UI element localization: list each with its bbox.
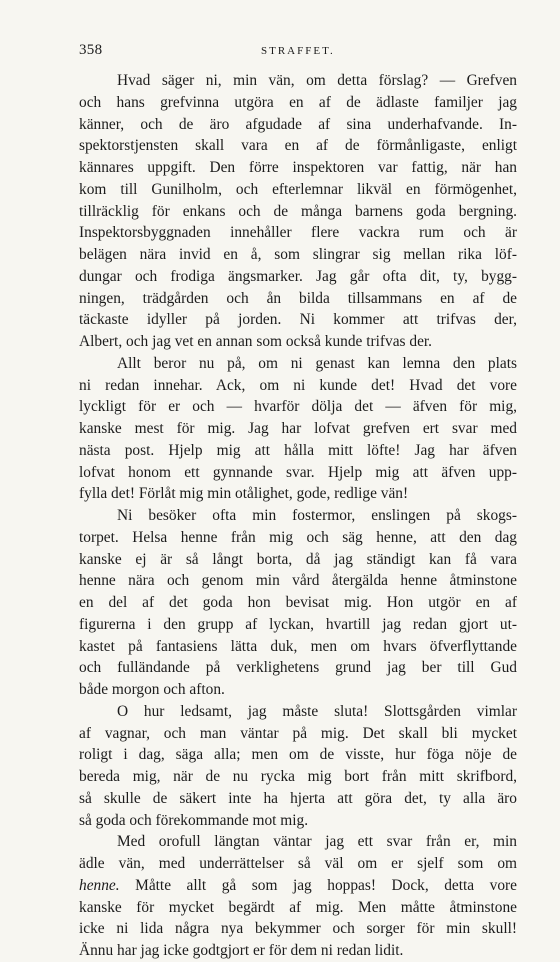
text-line: en del af det goda hon bevisat mig. Hon utgör en af <box>79 594 517 611</box>
text-line: kännares uppgift. Den förre inspektoren var fattig, när han <box>79 159 517 176</box>
text-line: kom till Gunilholm, och efterlemnar likväl en förmögenhet, <box>79 180 517 198</box>
text-line-segment: Måtte allt gå som jag hoppas! Dock, detta vore <box>119 876 517 894</box>
running-head <box>79 42 519 64</box>
text-line: Ni besöker ofta min fostermor, enslingen på skogs- <box>117 507 517 524</box>
text-line: ädle vän, med underrättelser så väl om er sjelf som om <box>79 855 517 872</box>
text-line: fylla det! Förlåt mig min otålighet, gode, redlige vän! <box>79 485 409 503</box>
emphasized-word: henne. <box>79 876 120 894</box>
text-line: Hvad säger ni, min vän, om detta förslag? — Grefven <box>117 72 517 89</box>
text-line: kastet på fantasiens lätta duk, men om hvars öfverflyttande <box>79 637 517 655</box>
text-line: ni redan innehar. Ack, om ni kunde det! Hvad det vore <box>79 376 517 394</box>
text-line: och fulländande på verklighetens grund jag ber till Gud <box>79 659 517 677</box>
text-line: både morgon och afton. <box>79 681 225 698</box>
text-line: bereda mig, när de nu rycka mig bort från mitt skrifbord, <box>79 768 517 785</box>
text-line: dungar och frodiga ängsmarker. Jag går ofta dit, ty, bygg- <box>79 267 517 285</box>
text-line: lofvat honom ett gynnande svar. Hjelp mig att äfven upp- <box>79 463 517 481</box>
text-line: lyckligt för er och — hvarför dölja det — äfven för mig, <box>79 398 517 416</box>
text-line: figurerna i den grupp af lyckan, hvartill jag redan gjort ut- <box>79 615 517 633</box>
text-line: så skulle de säkert inte ha hjerta att göra det, ty alla äro <box>79 789 517 807</box>
text-line: Med orofull längtan väntar jag ett svar från er, min <box>117 833 517 851</box>
text-line: ningen, trädgården och ån bilda tillsammans en af de <box>79 289 517 307</box>
text-line: spektorstjensten skall vara en af de förmånligaste, enligt <box>79 137 517 155</box>
text-line: och hans grefvinna utgöra en af de ädlaste familjer jag <box>79 93 517 111</box>
text-line: Albert, och jag vet en annan som också kunde trifvas der. <box>79 333 433 350</box>
text-line: Ännu har jag icke godtgjort er för dem ni redan lidit. <box>79 942 404 959</box>
text-line: så goda och förekommande mot mig. <box>79 811 309 829</box>
text-line: O hur ledsamt, jag måste sluta! Slottsgården vimlar <box>117 702 517 720</box>
body-text <box>79 70 517 962</box>
text-line: täckaste idyller på jorden. Ni kommer att trifvas der, <box>79 311 517 329</box>
text-line: roligt i dag, säga alla; men om de visste, hur föga nöje de <box>79 746 517 764</box>
text-line: Inspektorsbyggnaden innehåller flere vackra rum och är <box>79 224 517 242</box>
running-title: STRAFFET. <box>261 45 335 57</box>
text-line: kanske för mycket begärdt af mig. Men måtte åtminstone <box>79 898 517 916</box>
text-line: nästa post. Hjelp mig att hålla mitt löfte! Jag har äfven <box>79 441 517 459</box>
text-line: Allt beror nu på, om ni genast kan lemna den plats <box>117 354 517 372</box>
page-number: 358 <box>79 42 103 58</box>
text-line: belägen nära invid en å, som slingrar sig mellan rika löf- <box>79 246 517 263</box>
text-line: tillräcklig för enkans och de många barnens goda bergning. <box>79 202 517 220</box>
text-line <box>79 875 517 897</box>
text-line: af vagnar, och man väntar på mig. Det skall bli mycket <box>79 724 517 742</box>
text-line: kanske ej är så långt borta, då jag ständigt kan få vara <box>79 550 517 568</box>
text-line: kanske mest för mig. Jag har lofvat grefven ert svar med <box>79 420 517 437</box>
text-line: torpet. Helsa henne från mig och säg henne, att den dag <box>79 528 517 546</box>
text-line: henne nära och genom min vård återgälda henne åtminstone <box>79 572 517 590</box>
text-line: icke ni lida några nya bekymmer och sorger för min skull! <box>79 920 517 938</box>
text-line: känner, och de äro afgudade af sina underhafvande. In- <box>79 115 517 133</box>
